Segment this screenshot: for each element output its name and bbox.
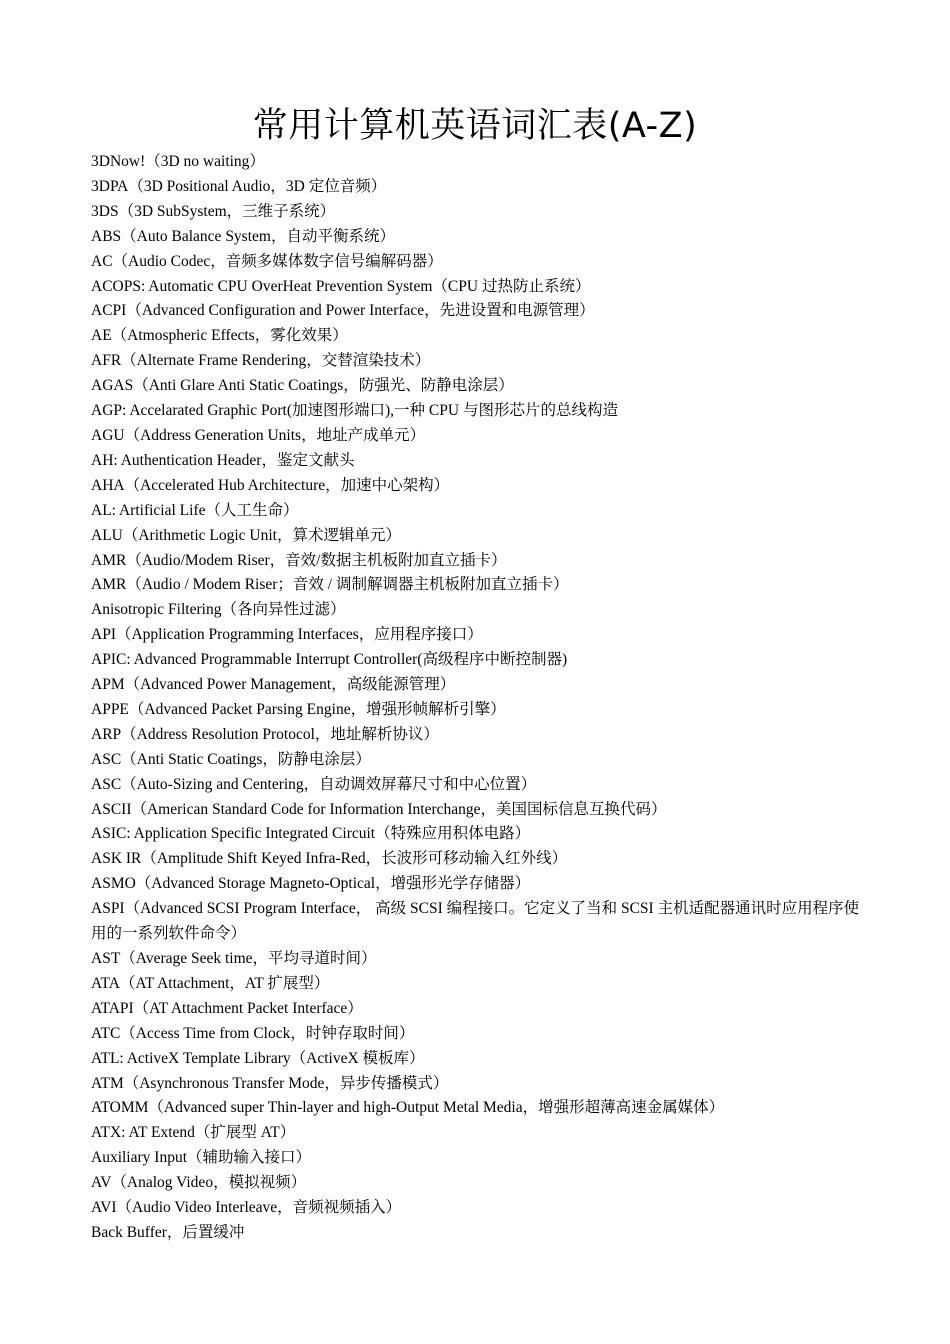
- glossary-entry: AL: Artificial Life（人工生命）: [91, 501, 299, 519]
- glossary-entry: Auxiliary Input（辅助输入接口）: [91, 1149, 311, 1167]
- glossary-entry: AFR（Alternate Frame Rendering，交替渲染技术）: [91, 352, 431, 370]
- glossary-entry: Back Buffer，后置缓冲: [91, 1223, 245, 1241]
- glossary-entry: AH: Authentication Header，鉴定文献头: [91, 451, 355, 469]
- glossary-entry: ATC（Access Time from Clock，时钟存取时间）: [91, 1024, 415, 1042]
- glossary-entry: ASK IR（Amplitude Shift Keyed Infra-Red，长波形可移动输入红外线）: [91, 850, 568, 868]
- glossary-entry: ASC（Anti Static Coatings，防静电涂层）: [91, 750, 371, 768]
- glossary-entry: ACPI（Advanced Configuration and Power Interface，先进设置和电源管理）: [91, 302, 595, 320]
- glossary-entry: ASIC: Application Specific Integrated Circuit（特殊应用积体电路）: [91, 825, 531, 843]
- glossary-entry: ABS（Auto Balance System，自动平衡系统）: [91, 227, 395, 245]
- glossary-entry: APM（Advanced Power Management，高级能源管理）: [91, 676, 456, 694]
- glossary-entry: ALU（Arithmetic Logic Unit，算术逻辑单元）: [91, 526, 401, 544]
- glossary-entry: ATOMM（Advanced super Thin-layer and high-Output Metal Media，增强形超薄高速金属媒体）: [91, 1099, 725, 1117]
- glossary-entry: APIC: Advanced Programmable Interrupt Controller(高级程序中断控制器): [91, 651, 568, 669]
- glossary-entry: ATX: AT Extend（扩展型 AT）: [91, 1124, 296, 1142]
- glossary-entry: AHA（Accelerated Hub Architecture，加速中心架构）: [91, 476, 450, 494]
- glossary-entry: AE（Atmospheric Effects，雾化效果）: [91, 327, 348, 345]
- glossary-entry: 3DPA（3D Positional Audio，3D 定位音频）: [91, 177, 387, 195]
- glossary-entry: AST（Average Seek time，平均寻道时间）: [91, 950, 377, 967]
- glossary-entry: Anisotropic Filtering（各向异性过滤）: [91, 601, 346, 619]
- glossary-entry: ACOPS: Automatic CPU OverHeat Prevention System（CPU 过热防止系统）: [91, 277, 591, 295]
- glossary-entry: APPE（Advanced Packet Parsing Engine，增强形帧解析引擎）: [91, 700, 506, 718]
- glossary-entry: 3DNow!（3D no waiting）: [91, 153, 265, 170]
- glossary-entry: AMR（Audio/Modem Riser，音效/数据主机板附加直立插卡）: [91, 551, 507, 569]
- glossary-entry: AGU（Address Generation Units，地址产成单元）: [91, 426, 426, 444]
- glossary-entry: AMR（Audio / Modem Riser；音效 / 调制解调器主机板附加直立插卡）: [91, 576, 569, 594]
- glossary-entry: AGP: Accelarated Graphic Port(加速图形端口),一种 CPU 与图形芯片的总线构造: [91, 402, 618, 420]
- glossary-entry: ATAPI（AT Attachment Packet Interface）: [91, 999, 363, 1017]
- glossary-entry: 3DS（3D SubSystem，三维子系统）: [91, 202, 336, 220]
- glossary-entry: API（Application Programming Interfaces，应用程序接口）: [91, 626, 483, 644]
- glossary-entry: ARP（Address Resolution Protocol，地址解析协议）: [91, 725, 439, 743]
- glossary-entry: ASCII（American Standard Code for Information Interchange，美国国标信息互换代码）: [91, 800, 667, 818]
- glossary-entry: AVI（Audio Video Interleave，音频视频插入）: [91, 1199, 402, 1217]
- glossary-entry: AGAS（Anti Glare Anti Static Coatings，防强光、防静电涂层）: [91, 377, 514, 395]
- glossary-entry: ASPI（Advanced SCSI Program Interface， 高级 SCSI 编程接口。它定义了当和 SCSI 主机适配器通讯时应用程序使用的一系列软件命令）: [91, 900, 860, 943]
- glossary-entry: ATA（AT Attachment，AT 扩展型）: [91, 974, 330, 992]
- glossary-entry: ASC（Auto-Sizing and Centering，自动调效屏幕尺寸和中心位置）: [91, 775, 537, 793]
- document-title: 常用计算机英语词汇表(A-Z): [252, 106, 698, 146]
- glossary-entry: ATL: ActiveX Template Library（ActiveX 模板库）: [91, 1049, 425, 1067]
- glossary-entry: ASMO（Advanced Storage Magneto-Optical，增强形光学存储器）: [91, 875, 531, 893]
- glossary-list: [91, 150, 866, 1246]
- glossary-entry: AC（Audio Codec，音频多媒体数字信号编解码器）: [91, 252, 443, 270]
- glossary-entry: AV（Analog Video，模拟视频）: [91, 1174, 307, 1192]
- glossary-entry: ATM（Asynchronous Transfer Mode，异步传播模式）: [91, 1074, 449, 1092]
